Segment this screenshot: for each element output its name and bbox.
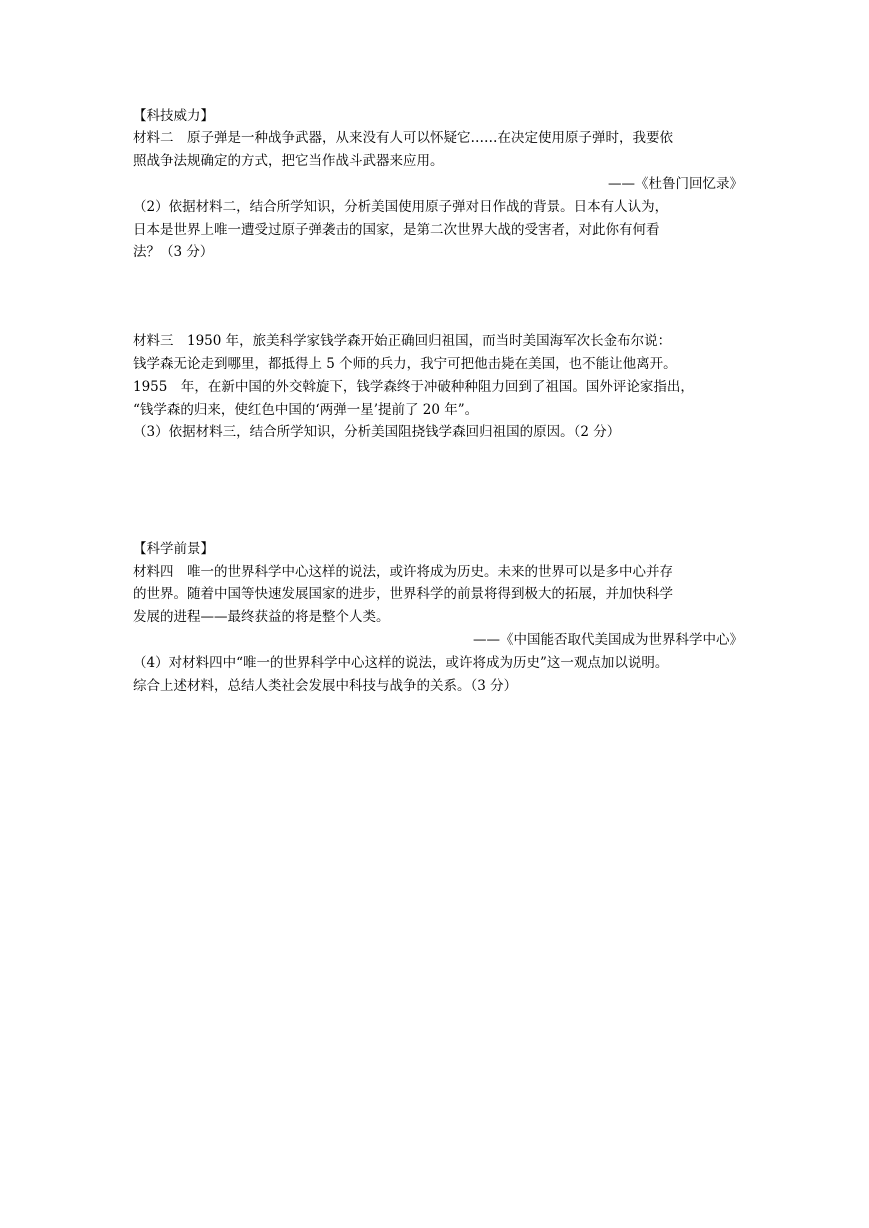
question-three-line-1: （3）依据材料三，结合所学知识，分析美国阻挠钱学森回归祖国的原因。（2 分）: [133, 424, 621, 440]
section-heading-science-prospect: 【科学前景】: [133, 541, 214, 557]
question-four-line-1: （4）对材料四中“唯一的世界科学中心这样的说法，或许将成为历史”这一观点加以说明。: [133, 655, 669, 671]
material-two-line-2: 照战争法规确定的方式，把它当作战斗武器来应用。: [133, 153, 444, 169]
question-four-line-2: 综合上述材料，总结人类社会发展中科技与战争的关系。（3 分）: [133, 678, 518, 694]
section-heading-tech-power: 【科技威力】: [133, 108, 214, 124]
material-four-line-1: 材料四 唯一的世界科学中心这样的说法，或许将成为历史。未来的世界可以是多中心并存: [133, 564, 673, 580]
material-two-line-1: 材料二 原子弹是一种战争武器，从来没有人可以怀疑它……在决定使用原子弹时，我要依: [133, 130, 673, 146]
material-four-line-2: 的世界。随着中国等快速发展国家的进步，世界科学的前景将得到极大的拓展，并加快科学: [133, 586, 673, 602]
material-three-line-2: 钱学森无论走到哪里，都抵得上 5 个师的兵力，我宁可把他击毙在美国，也不能让他离开。: [133, 356, 677, 372]
material-two-source: ——《杜鲁门回忆录》: [608, 176, 743, 192]
material-three-line-4: “钱学森的归来，使红色中国的‘两弹一星’提前了 20 年”。: [133, 402, 479, 418]
material-four-source: ——《中国能否取代美国成为世界科学中心》: [473, 632, 743, 648]
material-four-line-3: 发展的进程——最终获益的将是整个人类。: [133, 609, 390, 625]
material-three-line-3: 1955 年，在新中国的外交斡旋下，钱学森终于冲破种种阻力回到了祖国。国外评论家指出，: [133, 379, 694, 395]
question-two-line-3: 法？（3 分）: [133, 244, 214, 260]
material-three-line-1: 材料三 1950 年，旅美科学家钱学森开始正确回归祖国，而当时美国海军次长金布尔说：: [133, 333, 672, 349]
question-two-line-2: 日本是世界上唯一遭受过原子弹袭击的国家，是第二次世界大战的受害者，对此你有何看: [133, 222, 660, 238]
question-two-line-1: （2）依据材料二，结合所学知识，分析美国使用原子弹对日作战的背景。日本有人认为，: [133, 199, 669, 215]
